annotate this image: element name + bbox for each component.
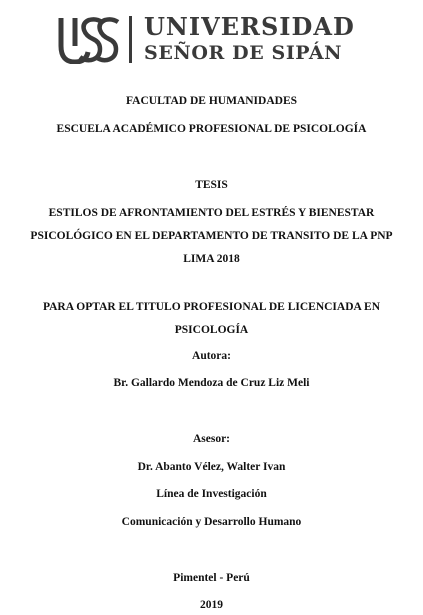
uss-monogram-icon [58,16,120,64]
research-line: Comunicación y Desarrollo Humano [121,516,302,528]
degree-purpose: PARA OPTAR EL TITULO PROFESIONAL DE LICENCIADA EN PSICOLOGÍA [42,301,381,336]
advisor-label: Asesor: [192,433,231,445]
research-line-label: Línea de Investigación [156,488,267,500]
author-name: Br. Gallardo Mendoza de Cruz Liz Meli [113,377,310,389]
logo-university-text: UNIVERSIDAD [144,12,355,41]
advisor-name: Dr. Abanto Vélez, Walter Ivan [137,461,286,473]
logo-university-name-text: SEÑOR DE SIPÁN [144,42,343,64]
faculty-heading: FACULTAD DE HUMANIDADES [125,95,298,107]
school-heading: ESCUELA ACADÉMICO PROFESIONAL DE PSICOLOGÍA [56,123,367,135]
logo-divider [129,16,132,63]
author-label: Autora: [192,350,231,362]
document-type: TESIS [195,179,228,191]
year: 2019 [200,599,223,611]
location: Pimentel - Perú [173,572,250,584]
thesis-title: ESTILOS DE AFRONTAMIENTO DEL ESTRÉS Y BIENESTAR PSICOLÓGICO EN EL DEPARTAMENTO DE TRANSITO DE LA PNP LIMA 2018 [30,207,393,265]
university-logo [58,12,355,66]
